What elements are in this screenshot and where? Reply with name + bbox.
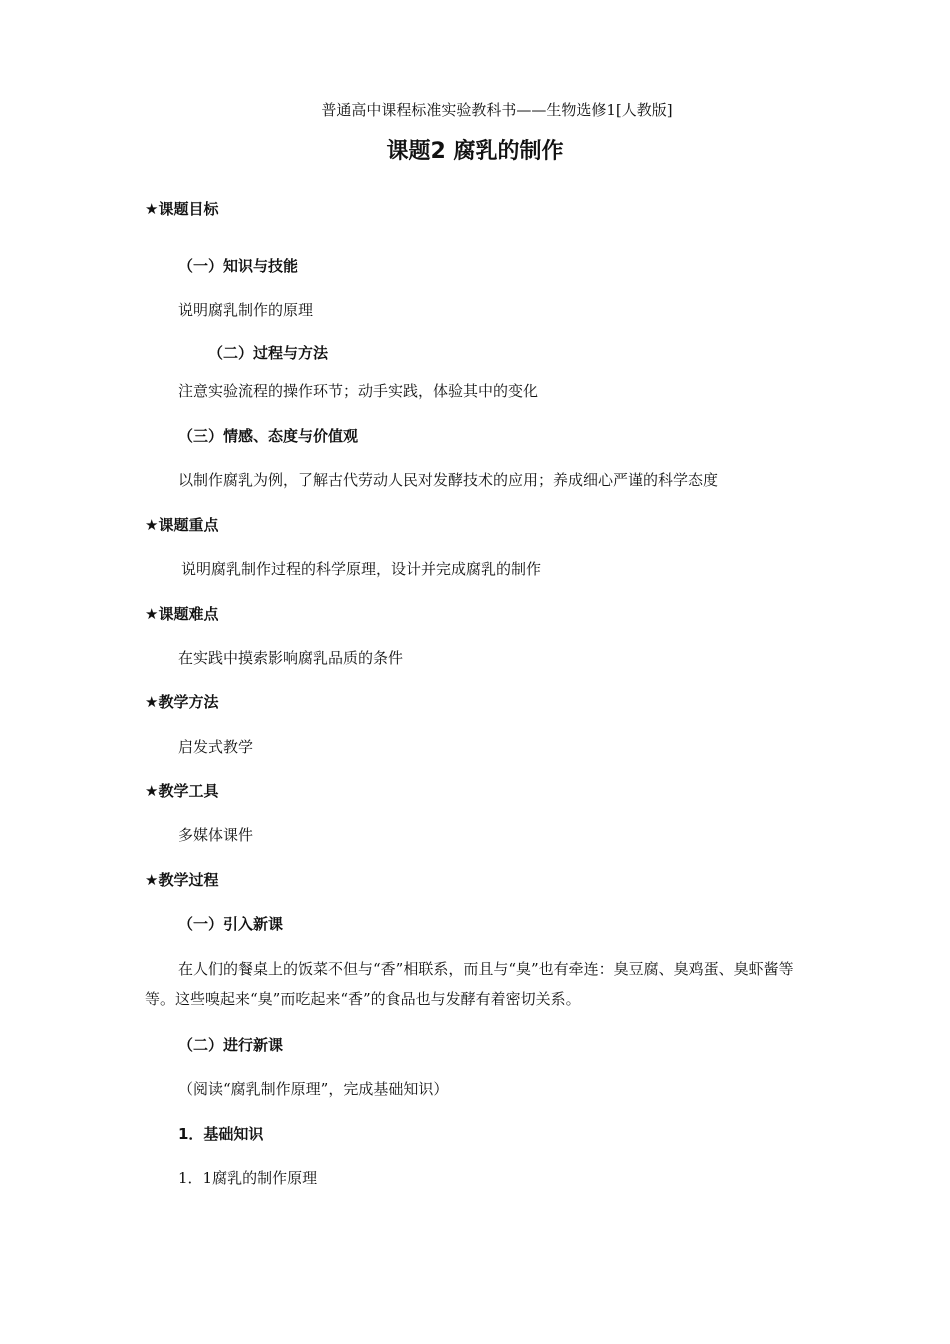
process-method-heading: （二）过程与方法 — [208, 344, 329, 362]
intro-paragraph: 在人们的餐桌上的饭菜不但与“香”相联系，而且与“臭”也有牵连：臭豆腐、臭鸡蛋、臭虾酱等等。这些嗅起来“臭”而吃起来“香”的食品也与发酵有着密切关系。 — [145, 960, 794, 1008]
emotion-text: 以制作腐乳为例，了解古代劳动人民对发酵技术的应用；养成细心严谨的科学态度 — [178, 471, 719, 489]
basics-subheading: 1．1腐乳的制作原理 — [178, 1169, 318, 1187]
key-points-text: 说明腐乳制作过程的科学原理，设计并完成腐乳的制作 — [181, 560, 542, 578]
key-points-heading: ★课题重点 — [145, 516, 219, 534]
basics-heading: 1．基础知识 — [178, 1125, 264, 1143]
document-subtitle: 普通高中课程标准实验教科书——生物选修1[人教版] — [321, 101, 673, 119]
method-heading: ★教学方法 — [145, 693, 219, 711]
new-lesson-text: （阅读“腐乳制作原理”，完成基础知识） — [178, 1080, 449, 1098]
method-text: 启发式教学 — [178, 738, 254, 756]
objectives-heading: ★课题目标 — [145, 200, 219, 218]
tools-text: 多媒体课件 — [178, 826, 254, 844]
difficulties-heading: ★课题难点 — [145, 605, 219, 623]
tools-heading: ★教学工具 — [145, 782, 219, 800]
process-method-text: 注意实验流程的操作环节；动手实践，体验其中的变化 — [178, 382, 539, 400]
emotion-heading: （三）情感、态度与价值观 — [178, 427, 359, 445]
teaching-process-heading: ★教学过程 — [145, 871, 219, 889]
new-lesson-heading: （二）进行新课 — [178, 1036, 284, 1054]
intro-heading: （一）引入新课 — [178, 915, 284, 933]
difficulties-text: 在实践中摸索影响腐乳品质的条件 — [178, 649, 404, 667]
page-title: 课题2 腐乳的制作 — [386, 139, 564, 164]
knowledge-heading: （一）知识与技能 — [178, 257, 299, 275]
knowledge-text: 说明腐乳制作的原理 — [178, 301, 314, 319]
